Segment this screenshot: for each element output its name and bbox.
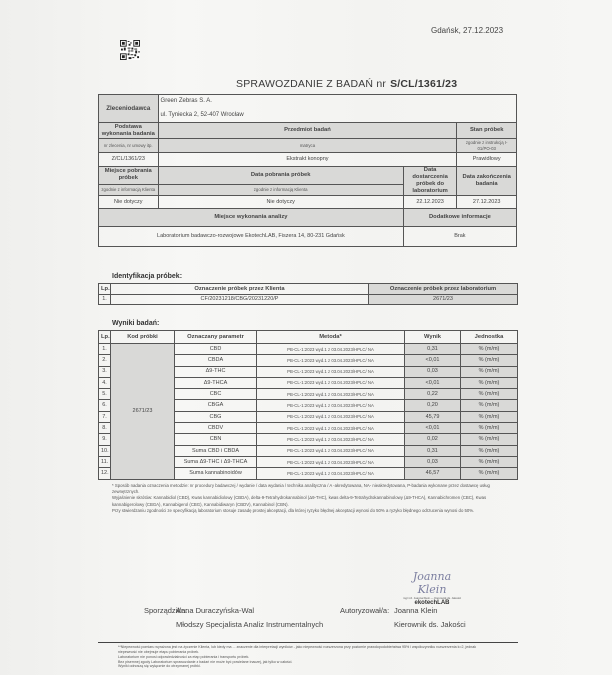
row-lp: 1. xyxy=(99,344,111,355)
row-unit: % (m/m) xyxy=(461,377,518,388)
row-param: Suma Δ9-THC i Δ9-THCA xyxy=(175,456,257,467)
row-result: 0,22 xyxy=(405,389,461,400)
row-lp: 11. xyxy=(99,456,111,467)
row-lp: 4. xyxy=(99,377,111,388)
row-unit: % (m/m) xyxy=(461,423,518,434)
row-lp: 7. xyxy=(99,411,111,422)
authorized-title: Kierownik ds. Jakości xyxy=(394,620,466,629)
note-decision-rule: Przy stwierdzaniu zgodności ze specyfikacją laboratorium stosuje zasadę prostej akceptacji, dla której ryzyko błędnej akceptacji wynosi do 50% a ryzyko błędnego odrzucenia wynosi do 50%. xyxy=(112,507,475,513)
row-lp: 12. xyxy=(99,468,111,479)
prepared-label: Sporządził/a: xyxy=(144,606,188,615)
row-param: CBG xyxy=(175,411,257,422)
sample-code: 2671/23 xyxy=(111,344,175,480)
row-param: CBDV xyxy=(175,423,257,434)
footer-notes xyxy=(118,645,478,669)
report-number: S/CL/1361/23 xyxy=(390,78,458,90)
row-result: 0,03 xyxy=(405,456,461,467)
row-method: PB-CL-1:2023 wyd.1 z 03.04.2023/HPLC/ NA xyxy=(257,355,405,366)
results-title: Wyniki badań: xyxy=(112,320,160,327)
results-header-lp: Lp. xyxy=(99,331,111,344)
row-lp: 9. xyxy=(99,434,111,445)
row-result: <0,01 xyxy=(405,377,461,388)
info-table xyxy=(98,94,517,247)
additional-info-label: Dodatkowe informacje xyxy=(403,208,516,226)
signature-stamp xyxy=(402,570,462,606)
row-unit: % (m/m) xyxy=(461,366,518,377)
row-method: PB-CL-1:2023 wyd.1 z 03.04.2023/HPLC/ NA xyxy=(257,400,405,411)
place-date: Gdańsk, 27.12.2023 xyxy=(431,26,504,35)
end-date-value: 27.12.2023 xyxy=(457,195,517,208)
footer-divider xyxy=(98,642,518,643)
row-unit: % (m/m) xyxy=(461,445,518,456)
row-unit: % (m/m) xyxy=(461,400,518,411)
row-method: PB-CL-1:2023 wyd.1 z 03.04.2023/HPLC/ NA xyxy=(257,423,405,434)
row-lp: 5. xyxy=(99,389,111,400)
state-label: Stan próbek xyxy=(457,123,517,139)
results-header-method: Metoda* xyxy=(257,331,405,344)
row-result: 0,31 xyxy=(405,445,461,456)
handwritten-signature: Joanna Klein xyxy=(412,570,452,596)
row-method: PB-CL-1:2023 wyd.1 z 03.04.2023/HPLC/ NA xyxy=(257,389,405,400)
note-method-legend: * Sposób nadania oznaczenia metodzie: nr procedury badawczej / wydanie / data wydania / technika analityczna / A -akredytowana, NA- nieakredytowana, P-badania wykonane przez dostawcę usług zewnętrznych. xyxy=(112,483,490,495)
row-lp: 6. xyxy=(99,400,111,411)
results-header-unit: Jednostka xyxy=(461,331,518,344)
row-result: <0,01 xyxy=(405,423,461,434)
row-param: Suma kannabinoidów xyxy=(175,468,257,479)
sampling-place-sub: zgodnie z informacją Klienta xyxy=(99,184,159,195)
basis-label: Podstawa wykonania badania xyxy=(99,123,159,139)
qr-code-icon xyxy=(120,40,140,60)
row-param: Suma CBD i CBDA xyxy=(175,445,257,456)
row-method: PB-CL-1:2023 wyd.1 z 03.04.2023/HPLC/ NA xyxy=(257,411,405,422)
analysis-place-value: Laboratorium badawczo-rozwojowe EkotechLAB, Fiszera 14, 80-231 Gdańsk xyxy=(99,226,404,246)
id-header-client: Oznaczenie próbek przez Klienta xyxy=(111,284,369,295)
basis-sub: nr zlecenia, nr umowy itp. xyxy=(99,139,159,153)
sampling-place-value: Nie dotyczy xyxy=(99,195,159,208)
row-param: CBC xyxy=(175,389,257,400)
row-unit: % (m/m) xyxy=(461,355,518,366)
table-row xyxy=(99,344,518,355)
sampling-place-label: Miejsce pobrania próbek xyxy=(99,167,159,185)
notes xyxy=(112,483,512,514)
row-param: Δ9-THCA xyxy=(175,377,257,388)
row-method: PB-CL-1:2023 wyd.1 z 03.04.2023/HPLC/ NA xyxy=(257,366,405,377)
authorized-name: Joanna Klein xyxy=(394,606,438,615)
results-header-param: Oznaczany parametr xyxy=(175,331,257,344)
stamp-text: mgr inż. Joanna Klein — Kierownik ds. Jakości xyxy=(403,596,461,600)
row-method: PB-CL-1:2023 wyd.1 z 03.04.2023/HPLC/ NA xyxy=(257,468,405,479)
identification-table xyxy=(98,283,518,305)
row-result: <0,01 xyxy=(405,355,461,366)
delivery-date-value: 22.12.2023 xyxy=(403,195,457,208)
footer-sampling: Laboratorium nie ponosi odpowiedzialności za etap pobierania i transportu próbek. xyxy=(118,654,250,659)
client-label: Zleceniodawca xyxy=(99,95,159,123)
row-unit: % (m/m) xyxy=(461,344,518,355)
state-value: Prawidłowy xyxy=(457,153,517,167)
row-unit: % (m/m) xyxy=(461,434,518,445)
authorized-label: Autoryzował/a: xyxy=(340,606,390,615)
row-method: PB-CL-1:2023 wyd.1 z 03.04.2023/HPLC/ NA xyxy=(257,456,405,467)
subject-label: Przedmiot badań xyxy=(158,123,457,139)
row-param: CBGA xyxy=(175,400,257,411)
row-result: 46,57 xyxy=(405,468,461,479)
row-method: PB-CL-1:2023 wyd.1 z 03.04.2023/HPLC/ NA xyxy=(257,377,405,388)
client-name: Green Zebras S. A. xyxy=(158,95,516,109)
footer-results: Wyniki odnoszą się wyłącznie do otrzymanej próbki. xyxy=(118,664,201,669)
prepared-title: Młodszy Specjalista Analiz Instrumentalnych xyxy=(176,620,324,629)
additional-info-value: Brak xyxy=(403,226,516,246)
row-lp: 8. xyxy=(99,423,111,434)
identification-title: Identyfikacja próbek: xyxy=(112,273,183,280)
results-table xyxy=(98,330,518,480)
state-sub: zgodnie z instrukcją I-01/PO-03 xyxy=(457,139,517,153)
id-row-lp: 1. xyxy=(99,295,111,305)
client-address: ul. Tyniecka 2, 52-407 Wrocław xyxy=(158,109,516,123)
row-result: 0,31 xyxy=(405,344,461,355)
results-header-result: Wynik xyxy=(405,331,461,344)
row-param: Δ9-THC xyxy=(175,366,257,377)
row-lp: 2. xyxy=(99,355,111,366)
sampling-date-value: Nie dotyczy xyxy=(158,195,403,208)
row-method: PB-CL-1:2023 wyd.1 z 03.04.2023/HPLC/ NA xyxy=(257,434,405,445)
basis-value: Z/CL/1361/23 xyxy=(99,153,159,167)
results-header-code: Kod próbki xyxy=(111,331,175,344)
sampling-date-sub: zgodnie z informacją Klienta xyxy=(158,184,403,195)
footer-copy: Bez pisemnej zgody Laboratorium sprawozdanie z badań nie może być powielane inaczej, jak tylko w całości. xyxy=(118,659,293,664)
row-result: 45,79 xyxy=(405,411,461,422)
row-method: PB-CL-1:2023 wyd.1 z 03.04.2023/HPLC/ NA xyxy=(257,344,405,355)
row-result: 0,03 xyxy=(405,366,461,377)
report-title xyxy=(236,78,457,90)
footer-uncertainty: **Niepewność pomiaru wyrażona jest na życzenie Klienta, lub kiedy ma ... znaczenie dla interpretacji wyników - jako niepewność rozszerzona przy poziomie prawdopodobieństwa 95% i współczynniku rozszerzenia k=2, jednak niepewność nie obejmuje etapu pobierania próbek. xyxy=(118,645,477,654)
subject-sub: matryca xyxy=(158,139,457,153)
id-row-client: CF/20231218/CBG/20231220/P xyxy=(111,295,369,305)
end-date-label: Data zakończenia badania xyxy=(457,167,517,196)
row-param: CBN xyxy=(175,434,257,445)
row-result: 0,20 xyxy=(405,400,461,411)
prepared-name: Anna Duraczyńska-Wal xyxy=(176,606,255,615)
sampling-date-label: Data pobrania próbek xyxy=(158,167,403,185)
row-unit: % (m/m) xyxy=(461,468,518,479)
id-header-lab: Oznaczenie próbek przez laboratorium xyxy=(369,284,518,295)
id-header-lp: Lp. xyxy=(99,284,111,295)
row-method: PB-CL-1:2023 wyd.1 z 03.04.2023/HPLC/ NA xyxy=(257,445,405,456)
row-param: CBDA xyxy=(175,355,257,366)
row-lp: 10. xyxy=(99,445,111,456)
row-result: 0,02 xyxy=(405,434,461,445)
row-lp: 3. xyxy=(99,366,111,377)
delivery-date-label: Data dostarczenia próbek do laboratorium xyxy=(403,167,457,196)
row-unit: % (m/m) xyxy=(461,456,518,467)
analysis-place-label: Miejsce wykonania analizy xyxy=(99,208,404,226)
ekotechlab-logo: ekotechLAB xyxy=(414,600,450,606)
note-abbreviations: Wyjaśnienie skrótów: Kannabidiol (CBD), Kwas kannabidiolowy (CBDA), delta-9-Tetrahydrokannabinol (Δ9-THC), kwas delta-9-Tetrahydrokannabinolowy (Δ9-THCA), Kannabichromen (CBC), Kwas kannabigerolowy (CBGA), Kannabigerol (CBG), Kannabidiwaryn (CBDV), Kannabinol (CBN). xyxy=(112,495,487,507)
row-param: CBD xyxy=(175,344,257,355)
title-prefix: SPRAWOZDANIE Z BADAŃ nr xyxy=(236,78,387,90)
row-unit: % (m/m) xyxy=(461,411,518,422)
subject-value: Ekstrakt konopny xyxy=(158,153,457,167)
row-unit: % (m/m) xyxy=(461,389,518,400)
id-row-lab: 2671/23 xyxy=(369,295,518,305)
